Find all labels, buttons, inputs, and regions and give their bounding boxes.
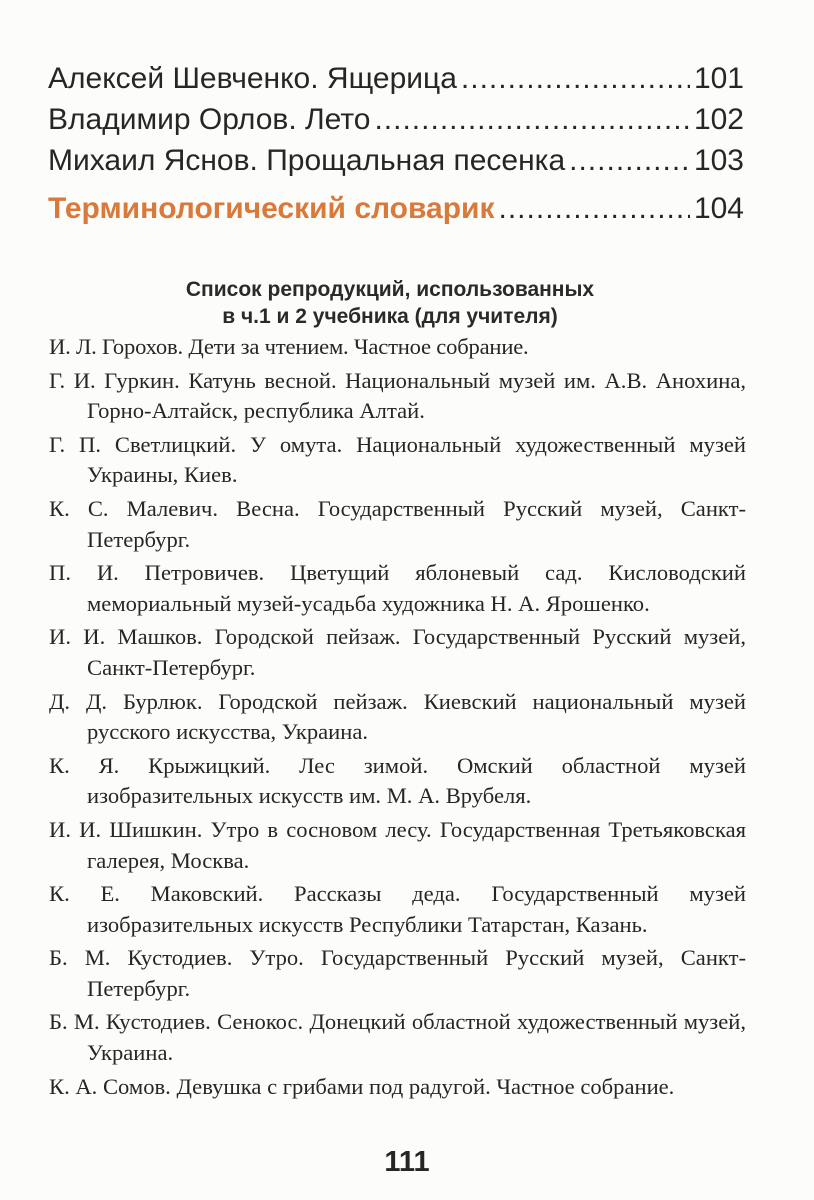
toc-entry-title: Владимир Орлов. Лето xyxy=(48,103,371,136)
toc-entry-title: Михаил Яснов. Прощальная песенка xyxy=(48,144,566,177)
list-item: И. Л. Горохов. Дети за чтением. Частное собрание. xyxy=(49,334,529,359)
toc-leader-dots xyxy=(461,58,690,99)
toc-entry-glossary xyxy=(48,188,744,229)
page-number: 111 xyxy=(384,1146,430,1178)
heading-line-2: в ч.1 и 2 учебника (для учителя) xyxy=(222,305,558,328)
list-item: Б. М. Кустодиев. Сенокос. Донецкий областной художественный музей, Украина. xyxy=(49,1009,746,1066)
toc-entry-title: Алексей Шевченко. Ящерица xyxy=(48,62,457,95)
reproductions-heading xyxy=(100,276,700,330)
list-item: Б. М. Кустодиев. Утро. Государственный Русский музей, Санкт-Петербург. xyxy=(49,945,746,1001)
table-of-contents xyxy=(48,58,744,229)
toc-leader-dots xyxy=(569,140,690,181)
reproductions-list xyxy=(49,332,746,1105)
list-item: К. Е. Маковский. Рассказы деда. Государственный музей изобразительных искусств Республики Татарстан, Казань. xyxy=(49,881,746,937)
toc-leader-dots xyxy=(374,99,689,140)
toc-entry xyxy=(48,140,744,181)
toc-entry-title: Терминологический словарик xyxy=(48,192,495,225)
heading-line-1: Список репродукций, использованных xyxy=(185,278,595,301)
list-item: И. И. Шишкин. Утро в сосновом лесу. Государственная Третьяковская галерея, Москва. xyxy=(49,816,746,873)
toc-entry-page: 102 xyxy=(693,103,744,136)
list-item: Д. Д. Бурлюк. Городской пейзаж. Киевский национальный музей русского искусства, Украина. xyxy=(49,688,746,745)
toc-entry-page: 104 xyxy=(693,192,744,225)
list-item: К. С. Малевич. Весна. Государственный Русский музей, Санкт-Петербург. xyxy=(49,495,746,552)
list-item: И. И. Машков. Городской пейзаж. Государственный Русский музей, Санкт-Петербург. xyxy=(49,624,746,680)
toc-entry xyxy=(48,58,744,99)
list-item: П. И. Петровичев. Цветущий яблоневый сад. Кисловодский мемориальный музей-усадьба художника Н. А. Ярошенко. xyxy=(49,560,746,616)
list-item: Г. П. Светлицкий. У омута. Национальный художественный музей Украины, Киев. xyxy=(49,431,746,488)
toc-entry-page: 101 xyxy=(693,62,744,95)
toc-leader-dots xyxy=(499,188,690,229)
list-item: К. А. Сомов. Девушка с грибами под радугой. Частное собрание. xyxy=(49,1073,675,1099)
toc-entry-page: 103 xyxy=(693,144,744,177)
list-item: Г. И. Гуркин. Катунь весной. Национальный музей им. А.В. Анохина, Горно-Алтайск, республика Алтай. xyxy=(49,367,746,424)
toc-entry xyxy=(48,99,744,140)
list-item: К. Я. Крыжицкий. Лес зимой. Омский областной музей изобразительных искусств им. М. А. Врубеля. xyxy=(49,752,746,809)
